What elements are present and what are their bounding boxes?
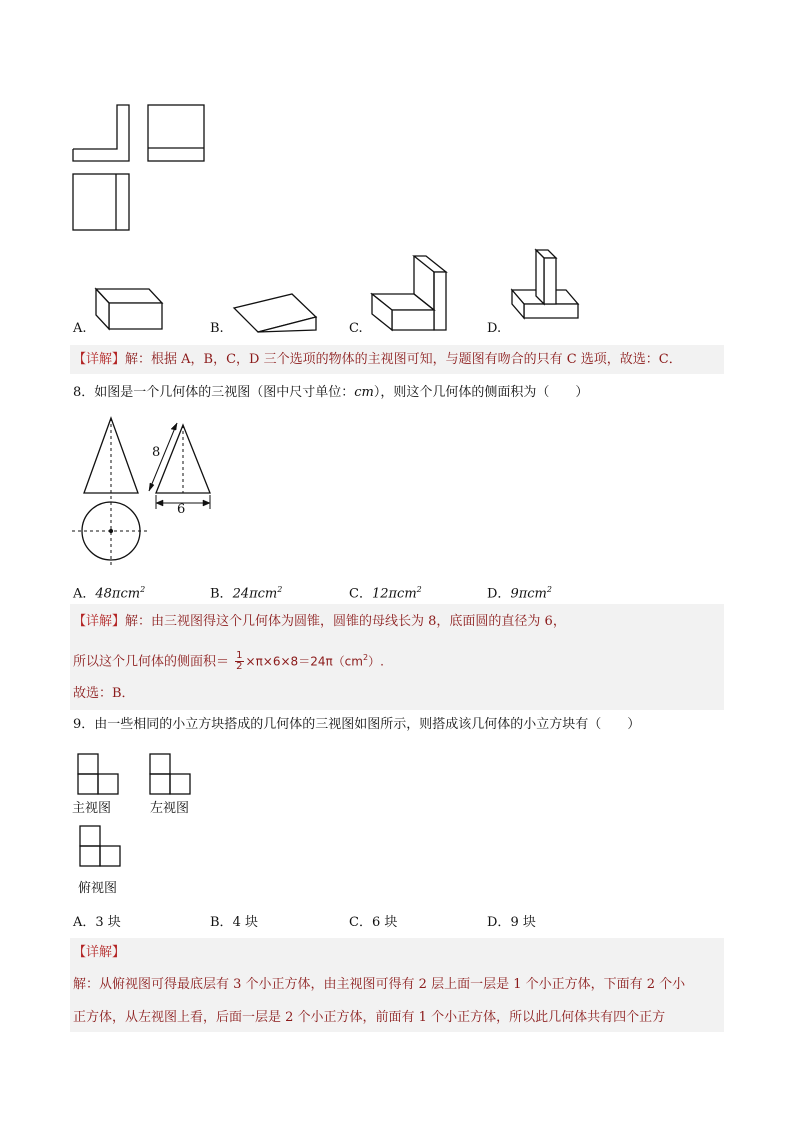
q8-option-a[interactable]: A．48πcm$^2$ — [73, 585, 146, 602]
q7-option-d-figure — [508, 246, 588, 336]
q9-detail-band — [70, 938, 724, 1032]
q9-stem: 9．由一些相同的小立方块搭成的几何体的三视图如图所示，则搭成该几何体的小立方块有（ ） — [73, 717, 641, 732]
q9-left-view-figure — [146, 750, 196, 800]
q9-left-view-label: 左视图 — [150, 801, 190, 816]
q9-option-c[interactable]: C．6 块 — [349, 915, 398, 930]
q7-detail-band — [70, 345, 724, 374]
q9-detail-tag: 【详解】 — [73, 945, 126, 960]
q9-detail-line2: 正方体，从左视图上看，后面一层是 2 个小正方体，前面有 1 个小正方体，所以此几何体共有四个正方 — [73, 1010, 666, 1025]
q8-detail-line1: 解：由三视图得这个几何体为圆锥，圆锥的母线长为 8，底面圆的直径为 6， — [125, 614, 566, 629]
q9-top-view-label: 俯视图 — [78, 881, 118, 896]
q7-option-c-figure — [368, 252, 453, 337]
q9-option-b[interactable]: B．4 块 — [210, 915, 258, 930]
q9-top-view-figure — [76, 822, 126, 872]
q7-side-view-square — [148, 105, 204, 161]
q8-width-label: 6 — [177, 502, 186, 517]
q7-option-b-label: B. — [210, 321, 224, 336]
q7-detail-tag: 【详解】 — [73, 352, 126, 367]
q8-option-b[interactable]: B．24πcm$^2$ — [210, 585, 283, 602]
q8-fraction: $\frac{1}{2}$ — [236, 650, 243, 673]
q8-option-d[interactable]: D．9πcm$^2$ — [487, 585, 552, 602]
q7-option-c-label: C. — [349, 321, 363, 336]
q9-detail-line1: 解：从俯视图可得最底层有 3 个小正方体，由主视图可得有 2 层上面一层是 1 个小正方体，下面有 2 个小 — [73, 977, 686, 992]
q8-stem: 8．如图是一个几何体的三视图（图中尺寸单位：cm），则这个几何体的侧面积为（ ） — [73, 385, 589, 400]
q9-front-view-label: 主视图 — [72, 801, 112, 816]
q9-option-d[interactable]: D．9 块 — [487, 915, 536, 930]
q8-cone-three-view-figure — [68, 415, 228, 565]
q8-detail-tag: 【详解】 — [73, 614, 126, 629]
q9-option-a[interactable]: A．3 块 — [73, 915, 121, 930]
q7-detail-text: 解：根据 A，B，C，D 三个选项的物体的主视图可知，与题图有吻合的只有 C 选项，故选：C． — [125, 352, 682, 367]
q7-three-view-figure — [70, 103, 210, 235]
q8-detail-line3: 故选：B． — [73, 686, 135, 701]
q8-slant-label: 8 — [152, 445, 161, 460]
q7-front-view-l-shape — [73, 105, 129, 161]
q8-side-triangle — [156, 425, 210, 493]
q9-front-view-figure — [74, 750, 124, 800]
q8-detail-band — [70, 604, 724, 710]
q8-detail-line2: 所以这个几何体的侧面积＝ $\frac{1}{2}$ $\times\pi\times 6\times 8=24\pi(cm^2)$. — [73, 650, 384, 673]
q8-option-c[interactable]: C．12πcm$^2$ — [349, 585, 422, 602]
q7-option-a-label: A. — [73, 321, 87, 336]
q7-option-a-figure — [92, 285, 167, 335]
q7-top-view-square — [73, 174, 129, 230]
q7-option-b-figure — [230, 292, 325, 337]
q7-option-d-label: D. — [487, 321, 502, 336]
